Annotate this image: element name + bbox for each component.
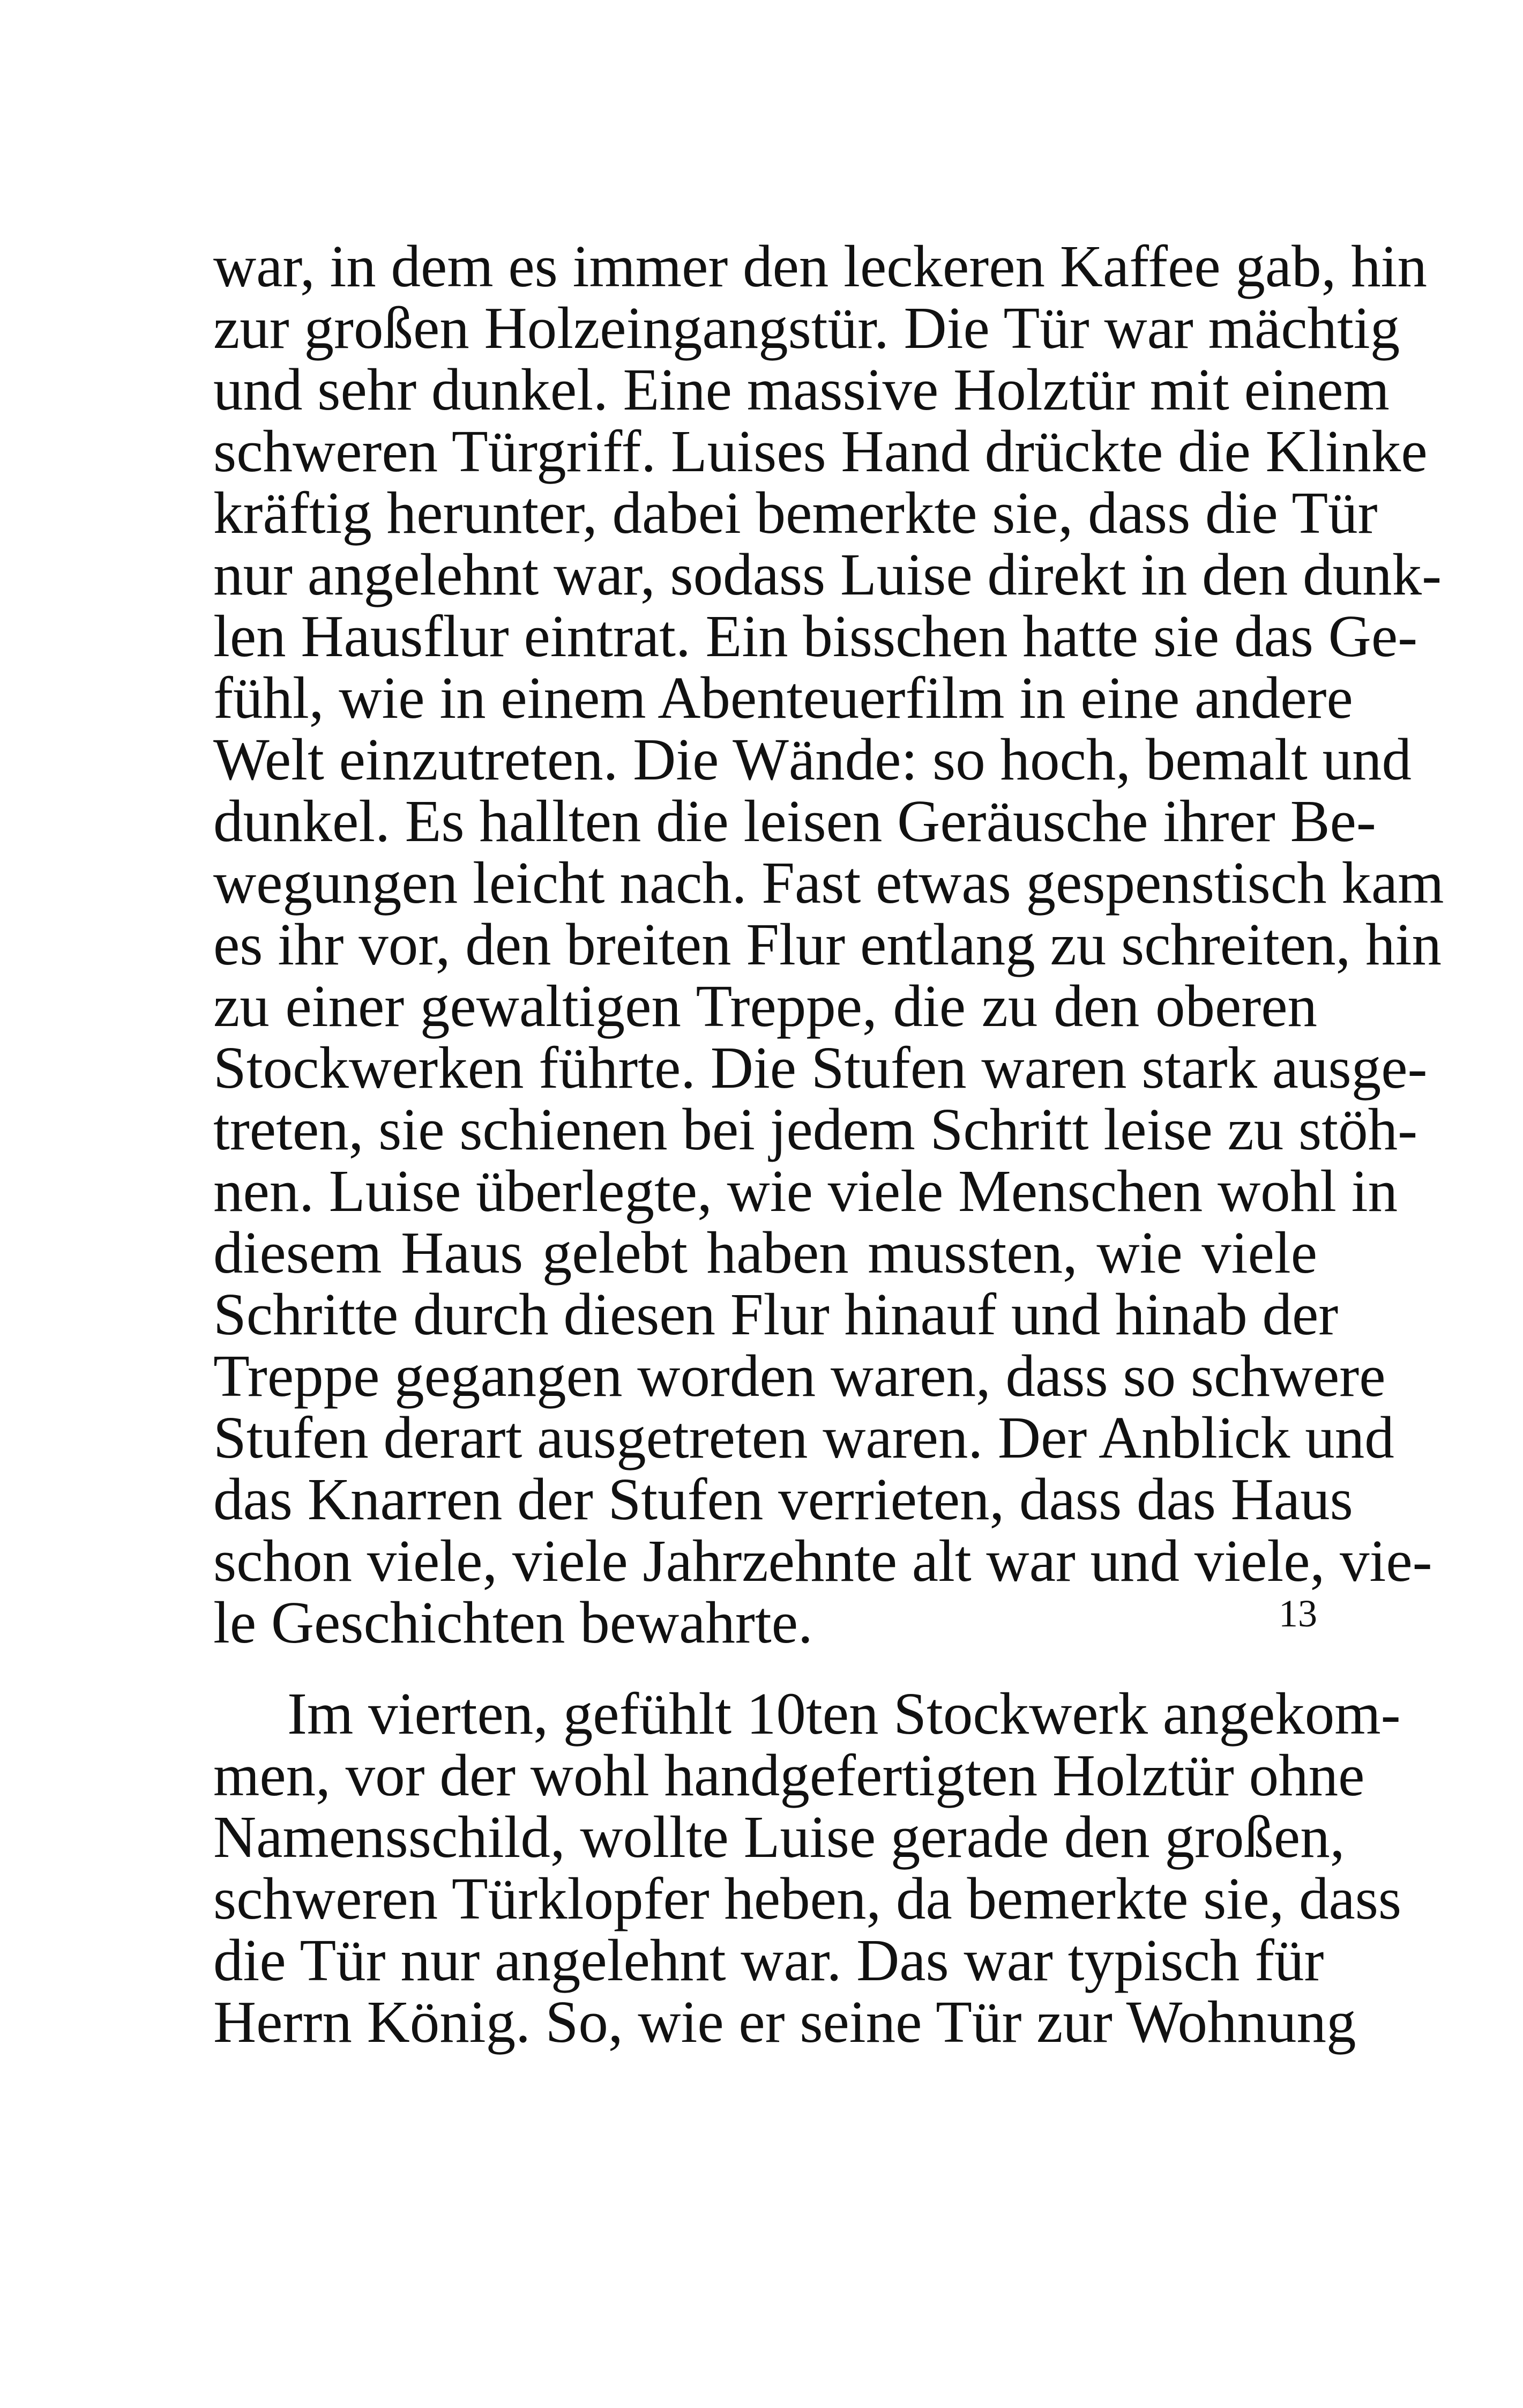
text-line: schweren Türklopfer heben, da bemerkte sie, dass bbox=[213, 1866, 1402, 1932]
text-line: dunkel. Es hallten die leisen Geräusche ihrer Be- bbox=[213, 789, 1376, 854]
text-line: le Geschichten bewahrte. bbox=[213, 1590, 813, 1656]
text-line: Namensschild, wollte Luise gerade den großen, bbox=[213, 1804, 1345, 1870]
text-line: wegungen leicht nach. Fast etwas gespenstisch kam bbox=[213, 850, 1444, 916]
text-line: Treppe gegangen worden waren, dass so schwere bbox=[213, 1343, 1386, 1409]
text-line: war, in dem es immer den leckeren Kaffee gab, hin bbox=[213, 234, 1427, 300]
body-text bbox=[213, 234, 1444, 2055]
text-line: Im vierten, gefühlt 10ten Stockwerk angekom- bbox=[287, 1681, 1401, 1747]
text-line: treten, sie schienen bei jedem Schritt leise zu stöh- bbox=[213, 1097, 1418, 1163]
text-line: men, vor der wohl handgefertigten Holztür ohne bbox=[213, 1743, 1365, 1809]
text-line: Welt einzutreten. Die Wände: so hoch, bemalt und bbox=[213, 727, 1412, 793]
text-line: nen. Luise überlegte, wie viele Menschen wohl in bbox=[213, 1158, 1398, 1224]
text-line: Stockwerken führte. Die Stufen waren stark ausge- bbox=[213, 1035, 1428, 1101]
page-number: 13 bbox=[1279, 1592, 1317, 1635]
text-line: schon viele, viele Jahrzehnte alt war und viele, vie- bbox=[213, 1528, 1432, 1594]
text-line: zu einer gewaltigen Treppe, die zu den oberen bbox=[213, 973, 1317, 1039]
text-line: das Knarren der Stufen verrieten, dass das Haus bbox=[213, 1467, 1353, 1533]
paragraph bbox=[213, 1681, 1402, 2055]
text-line: kräftig herunter, dabei bemerkte sie, dass die Tür bbox=[213, 480, 1378, 546]
text-line: len Hausflur eintrat. Ein bisschen hatte sie das Ge- bbox=[213, 604, 1418, 670]
paragraph bbox=[213, 234, 1444, 1656]
text-line: Schritte durch diesen Flur hinauf und hinab der bbox=[213, 1282, 1339, 1348]
text-line: Herrn König. So, wie er seine Tür zur Wohnung bbox=[213, 1989, 1356, 2055]
text-line: und sehr dunkel. Eine massive Holztür mit einem bbox=[213, 357, 1390, 423]
text-line: diesem Haus gelebt haben mussten, wie viele bbox=[213, 1220, 1317, 1286]
text-line: zur großen Holzeingangstür. Die Tür war mächtig bbox=[213, 295, 1400, 361]
text-line: schweren Türgriff. Luises Hand drückte die Klinke bbox=[213, 419, 1428, 485]
text-line: fühl, wie in einem Abenteuerfilm in eine andere bbox=[213, 665, 1353, 731]
text-line: es ihr vor, den breiten Flur entlang zu schreiten, hin bbox=[213, 912, 1442, 978]
text-line: nur angelehnt war, sodass Luise direkt in den dunk- bbox=[213, 542, 1442, 608]
text-line: Stufen derart ausgetreten waren. Der Anblick und bbox=[213, 1405, 1394, 1471]
text-line: die Tür nur angelehnt war. Das war typisch für bbox=[213, 1928, 1324, 1994]
